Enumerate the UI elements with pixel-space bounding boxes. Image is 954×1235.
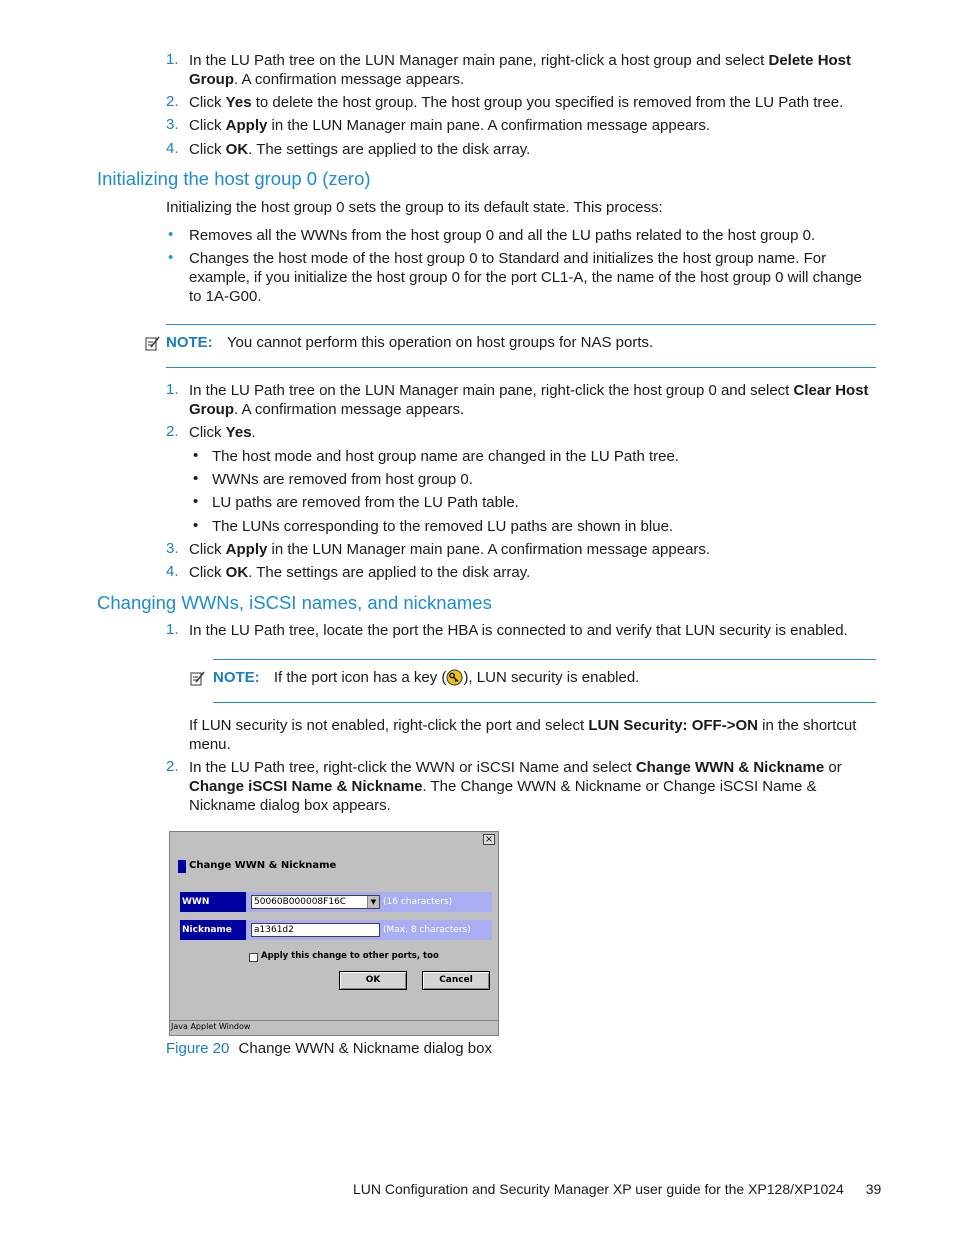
clear-step-4: Click OK. The settings are applied to the disk array. (189, 564, 531, 581)
wwn-combobox[interactable]: 50060B000008F16C ▼ (251, 895, 380, 909)
nickname-label: Nickname (180, 920, 246, 940)
bullet-icon: • (193, 493, 199, 510)
status-divider (170, 1020, 498, 1021)
step-number: 1. (166, 621, 179, 638)
apply-all-label: Apply this change to other ports, too (261, 951, 439, 961)
step-number: 2. (166, 758, 179, 775)
step-number: 3. (166, 116, 179, 133)
step-number: 4. (166, 563, 179, 580)
nickname-row (180, 920, 492, 940)
status-bar-text: Java Applet Window (171, 1022, 251, 1031)
change-step-1: In the LU Path tree, locate the port the HBA is connected to and verify that LUN security is enabled. (189, 622, 848, 639)
delete-step-1: In the LU Path tree on the LUN Manager main pane, right-click a host group and select Delete Host Group. A confirmation message appears. (189, 52, 852, 88)
step-number: 3. (166, 540, 179, 557)
note-rule-bottom (213, 702, 876, 703)
sub-bullet: The LUNs corresponding to the removed LU paths are shown in blue. (212, 518, 674, 535)
clear-step-3: Click Apply in the LUN Manager main pane. A confirmation message appears. (189, 541, 711, 558)
delete-step-4: Click OK. The settings are applied to the disk array. (189, 141, 531, 158)
note-rule-bottom (166, 367, 876, 368)
figure-caption: Figure 20 Change WWN & Nickname dialog box (166, 1040, 492, 1057)
header-marker (178, 860, 186, 873)
step-number: 4. (166, 140, 179, 157)
note-icon (190, 670, 205, 686)
section-heading: Initializing the host group 0 (zero) (97, 168, 371, 189)
close-button[interactable]: × (484, 834, 494, 845)
sub-bullet: The host mode and host group name are changed in the LU Path tree. (212, 448, 679, 465)
apply-all-checkbox[interactable] (249, 953, 258, 962)
key-icon (446, 669, 463, 686)
wwn-label: WWN (180, 892, 246, 912)
change-wwn-dialog (169, 831, 499, 1036)
lun-security-paragraph: If LUN security is not enabled, right-click the port and select LUN Security: OFF->ON in the shortcut menu. (189, 717, 857, 753)
delete-step-2: Click Yes to delete the host group. The host group you specified is removed from the LU Path tree. (189, 94, 844, 111)
change-step-2: In the LU Path tree, right-click the WWN or iSCSI Name and select Change WWN & Nickname or Change iSCSI Name & Nickname. The Change WWN & Nickname or Change iSCSI Name & Nickname dialog box appears. (189, 759, 842, 814)
page-footer: LUN Configuration and Security Manager XP user guide for the XP128/XP1024 39 (353, 1181, 882, 1197)
bullet-item: Changes the host mode of the host group 0 to Standard and initializes the host group name. For example, if you initialize the host group 0 for the port CL1-A, the name of the host group 0 will change to 1A-G00. (189, 250, 862, 305)
bullet-icon: • (168, 249, 174, 266)
sub-bullet: LU paths are removed from the LU Path table. (212, 494, 519, 511)
note-icon (145, 335, 160, 351)
nickname-hint: (Max. 8 characters) (383, 925, 471, 935)
bullet-icon: • (168, 226, 174, 243)
bullet-item: Removes all the WWNs from the host group 0 and all the LU paths related to the host group 0. (189, 227, 816, 244)
step-number: 1. (166, 381, 179, 398)
wwn-row (180, 892, 492, 912)
delete-step-3: Click Apply in the LUN Manager main pane. A confirmation message appears. (189, 117, 711, 134)
bullet-icon: • (193, 447, 199, 464)
step-number: 1. (166, 51, 179, 68)
wwn-hint: (16 characters) (383, 897, 453, 907)
dialog-header: Change WWN & Nickname (189, 860, 337, 871)
section-heading: Changing WWNs, iSCSI names, and nicknames (97, 592, 492, 613)
cancel-button[interactable]: Cancel (422, 971, 490, 990)
step-number: 2. (166, 93, 179, 110)
clear-step-2: Click Yes. (189, 424, 256, 441)
bullet-icon: • (193, 470, 199, 487)
note-rule-top (213, 659, 876, 660)
chevron-down-icon[interactable]: ▼ (367, 896, 379, 908)
clear-step-1: In the LU Path tree on the LUN Manager main pane, right-click the host group 0 and select Clear Host Group. A confirmation message appears. (189, 382, 869, 418)
step-number: 2. (166, 423, 179, 440)
nickname-input[interactable]: a1361d2 (251, 923, 380, 937)
section-intro: Initializing the host group 0 sets the group to its default state. This process: (166, 199, 663, 216)
dialog-titlebar (170, 832, 498, 849)
ok-button[interactable]: OK (339, 971, 407, 990)
sub-bullet: WWNs are removed from host group 0. (212, 471, 473, 488)
note: NOTE: You cannot perform this operation on host groups for NAS ports. (166, 334, 654, 351)
page-number: 39 (865, 1181, 882, 1197)
bullet-icon: • (193, 517, 199, 534)
note-rule-top (166, 324, 876, 325)
note: NOTE: If the port icon has a key ( ), LUN security is enabled. (213, 669, 640, 686)
